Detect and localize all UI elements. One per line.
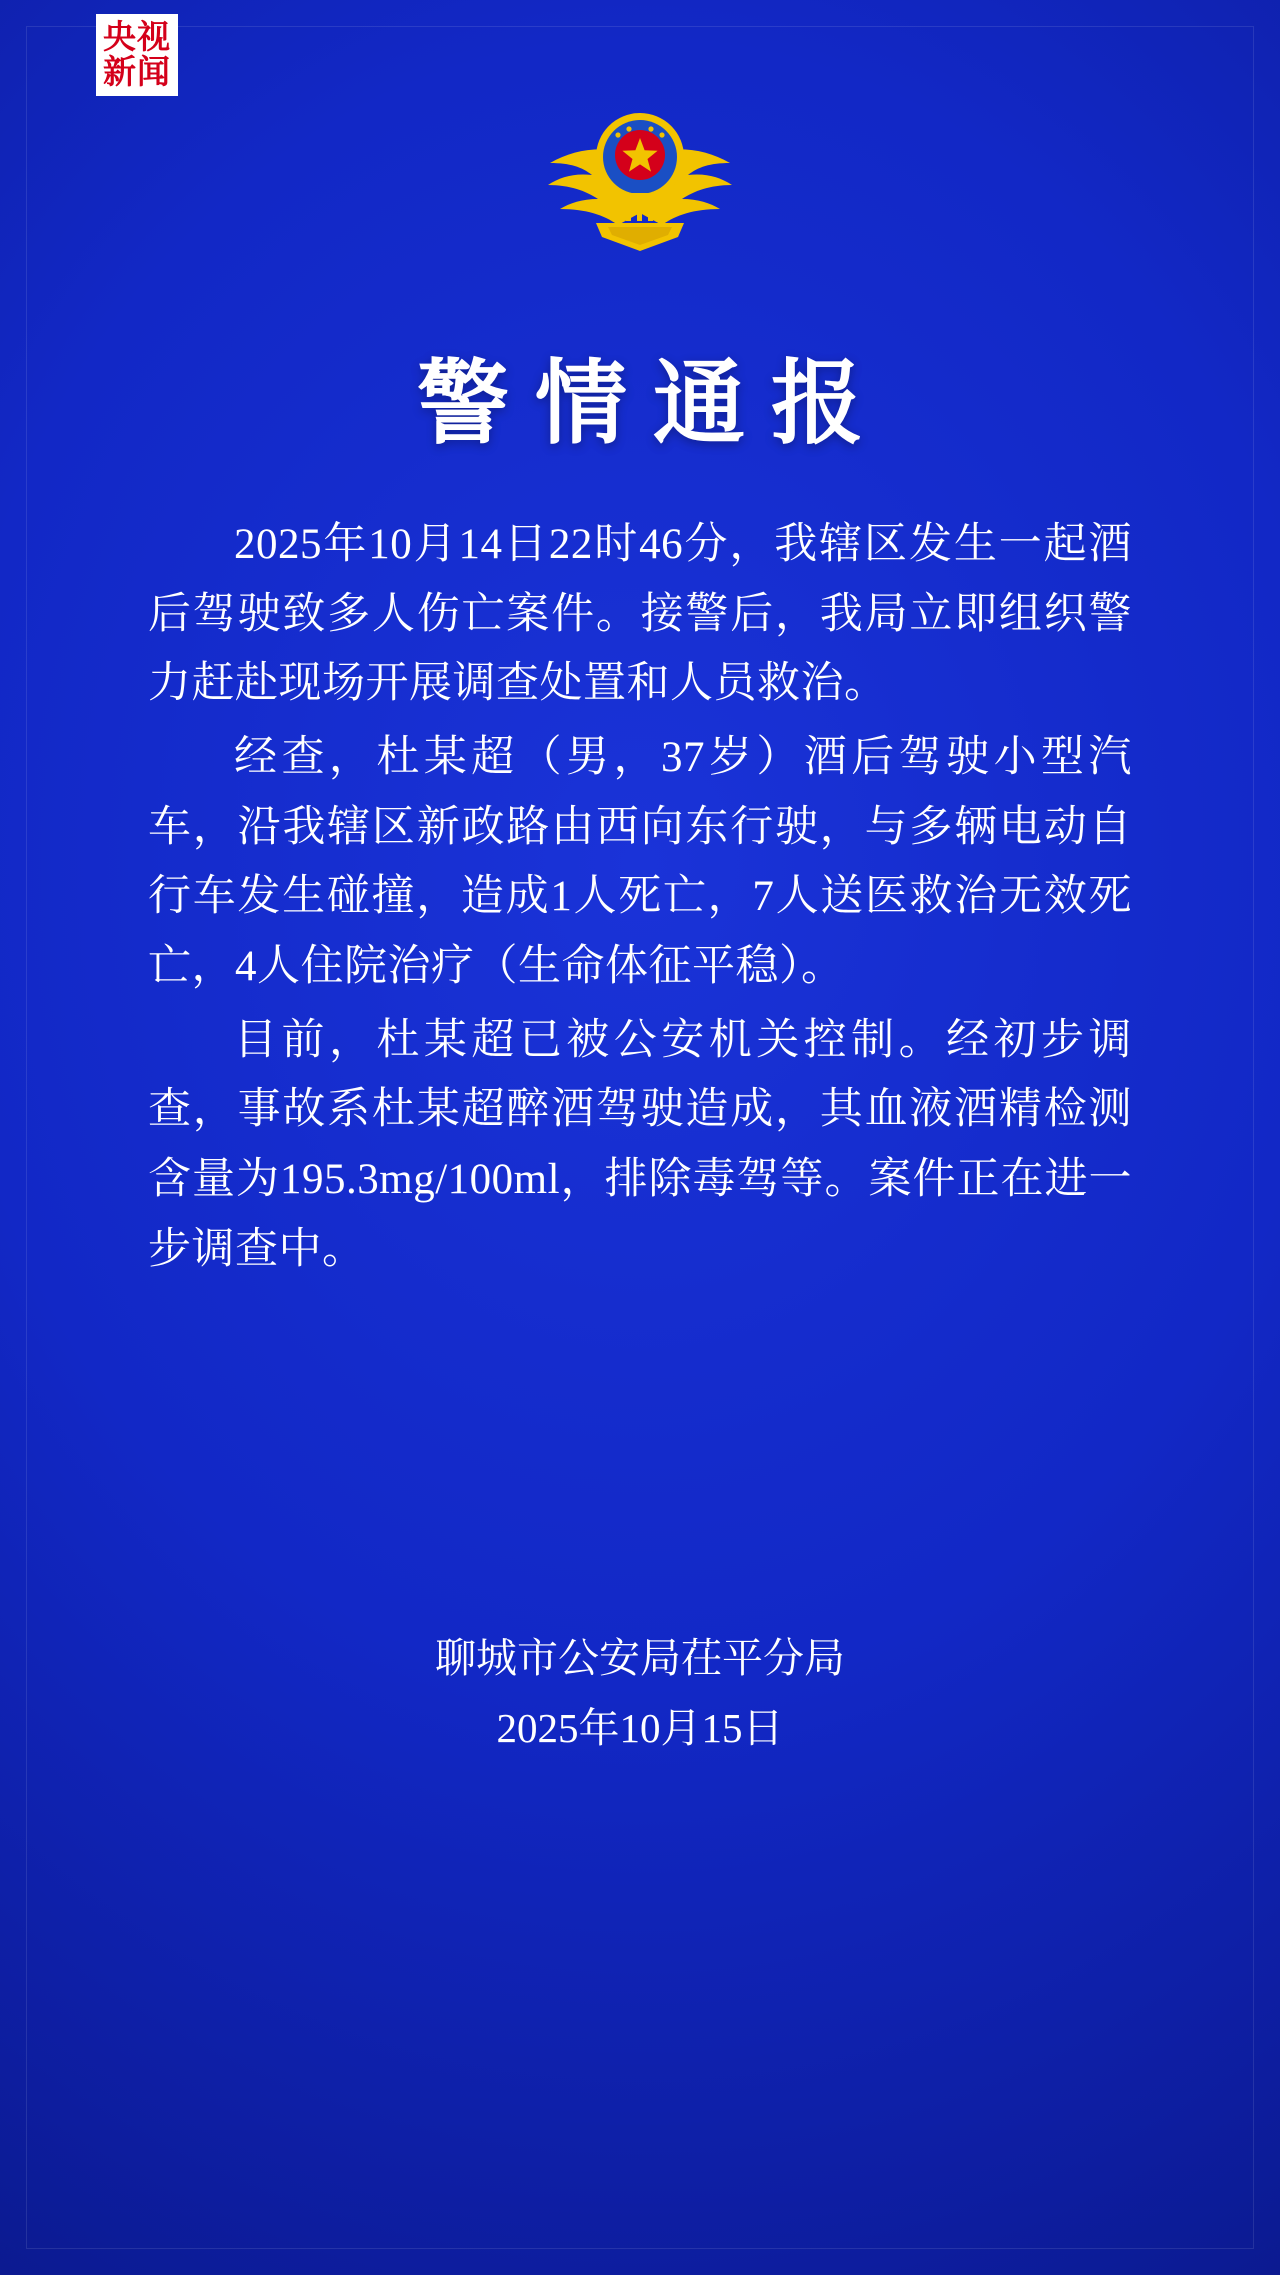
notice-paragraph: 目前，杜某超已被公安机关控制。经初步调查，事故系杜某超醉酒驾驶造成，其血液酒精检测含量为195.3mg/100ml，排除毒驾等。案件正在进一步调查中。	[148, 1016, 1132, 1273]
notice-paragraph: 经查，杜某超（男，37岁）酒后驾驶小型汽车，沿我辖区新政路由西向东行驶，与多辆电动自行车发生碰撞，造成1人死亡，7人送医救治无效死亡，4人住院治疗（生命体征平稳）。	[148, 733, 1132, 990]
notice-body	[148, 510, 1132, 1288]
china-police-badge-icon	[530, 105, 750, 265]
signature-block	[0, 1625, 1280, 1766]
cctv-news-logo-line1: 央视	[103, 18, 171, 56]
issuing-authority: 聊城市公安局茌平分局	[435, 1635, 845, 1681]
issue-date: 2025年10月15日	[496, 1705, 784, 1752]
cctv-news-logo-line2: 新闻	[103, 53, 171, 90]
cctv-news-logo	[96, 14, 178, 96]
notice-paragraph: 2025年10月14日22时46分，我辖区发生一起酒后驾驶致多人伤亡案件。接警后，我局立即组织警力赶赴现场开展调查处置和人员救治。	[148, 521, 1132, 708]
page-title: 警情通报	[416, 349, 889, 457]
